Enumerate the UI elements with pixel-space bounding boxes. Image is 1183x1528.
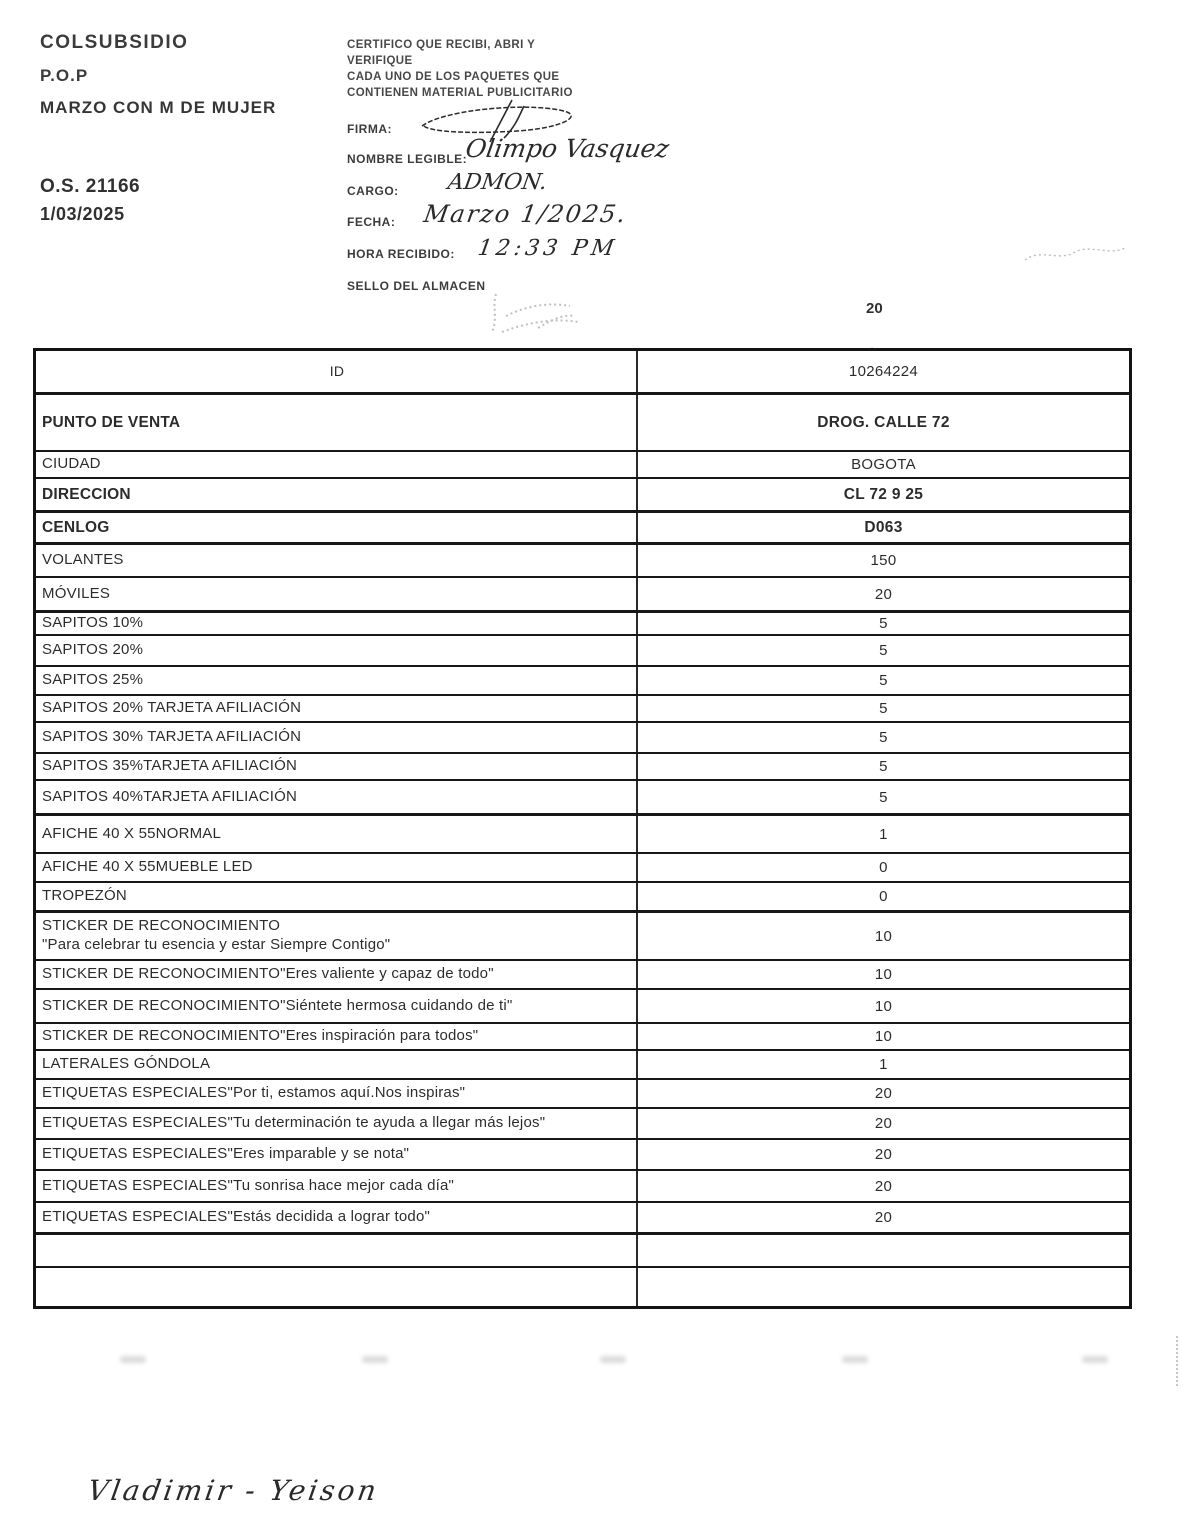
item-quantity-cell: 5 xyxy=(636,781,1129,813)
item-label-cell xyxy=(36,1171,636,1201)
firma-label: FIRMA: xyxy=(347,122,392,136)
footer-smudge xyxy=(362,1356,388,1363)
item-label: SAPITOS 25% xyxy=(42,671,144,689)
table-row xyxy=(36,694,1129,721)
item-label-cell xyxy=(36,667,636,694)
item-quantity-cell: 5 xyxy=(636,667,1129,694)
item-label-cell xyxy=(36,781,636,813)
item-quantity-cell: 0 xyxy=(636,883,1129,910)
item-quantity-cell: 5 xyxy=(636,636,1129,665)
item-label-cell xyxy=(36,351,636,392)
item-label-cell xyxy=(36,961,636,988)
footer-smudge xyxy=(1082,1356,1108,1363)
item-label: ETIQUETAS ESPECIALES"Por ti, estamos aquí.Nos inspiras" xyxy=(42,1084,466,1102)
item-label-cell xyxy=(36,578,636,610)
item-label-cell xyxy=(36,452,636,477)
campaign-type: P.O.P xyxy=(40,66,89,85)
item-label-cell xyxy=(36,545,636,576)
item-label-cell xyxy=(36,395,636,450)
item-label: STICKER DE RECONOCIMIENTO"Eres inspiración para todos" xyxy=(42,1027,479,1045)
item-label-cell xyxy=(36,1080,636,1107)
cargo-label: CARGO: xyxy=(347,184,399,198)
order-date: 1/03/2025 xyxy=(40,204,125,224)
item-quantity-cell: D063 xyxy=(636,513,1129,542)
item-quantity-cell: 5 xyxy=(636,613,1129,634)
item-label: ETIQUETAS ESPECIALES"Tu sonrisa hace mejor cada día" xyxy=(42,1176,455,1194)
item-label-cell xyxy=(36,479,636,510)
item-quantity-cell: 20 xyxy=(636,1171,1129,1201)
item-quantity-cell: 20 xyxy=(636,1080,1129,1107)
table-row xyxy=(36,477,1129,510)
sello-almacen-label: SELLO DEL ALMACEN xyxy=(347,279,486,293)
item-label-cell xyxy=(36,1203,636,1232)
item-quantity-cell: 1 xyxy=(636,816,1129,852)
item-label: STICKER DE RECONOCIMIENTO"Eres valiente y capaz de todo" xyxy=(42,965,494,983)
table-row xyxy=(36,450,1129,477)
table-row xyxy=(36,1049,1129,1078)
table-row xyxy=(36,1201,1129,1232)
delivery-items-table xyxy=(33,348,1132,1309)
item-quantity-cell: BOGOTA xyxy=(636,452,1129,477)
table-row xyxy=(36,721,1129,752)
item-label-cell xyxy=(36,1235,636,1266)
item-label: ETIQUETAS ESPECIALES"Eres imparable y se nota" xyxy=(42,1145,410,1163)
table-row xyxy=(36,779,1129,813)
item-label: LATERALES GÓNDOLA xyxy=(42,1055,211,1073)
item-label-cell xyxy=(36,636,636,665)
company-name: COLSUBSIDIO xyxy=(40,32,189,53)
item-label: SAPITOS 35%TARJETA AFILIACIÓN xyxy=(42,757,298,775)
certification-line: CADA UNO DE LOS PAQUETES QUE xyxy=(347,71,560,84)
table-row xyxy=(36,813,1129,852)
certification-statement xyxy=(347,37,827,101)
package-count: 20 xyxy=(866,300,883,317)
item-label-cell xyxy=(36,883,636,910)
item-label: AFICHE 40 X 55MUEBLE LED xyxy=(42,858,253,876)
item-label-cell xyxy=(36,754,636,779)
hora-recibido-handwritten: 12:33 PM xyxy=(476,236,620,261)
item-label-cell xyxy=(36,723,636,752)
item-quantity-cell: 150 xyxy=(636,545,1129,576)
item-label-cell xyxy=(36,1140,636,1169)
item-label-cell xyxy=(36,696,636,721)
item-label-cell xyxy=(36,1268,636,1306)
item-label: ID xyxy=(329,362,345,379)
campaign-name: MARZO CON M DE MUJER xyxy=(40,98,277,117)
item-label: ETIQUETAS ESPECIALES"Estás decidida a lograr todo" xyxy=(42,1208,431,1226)
item-label-cell xyxy=(36,1109,636,1138)
table-row xyxy=(36,510,1129,542)
item-quantity-cell: 10 xyxy=(636,1024,1129,1049)
certification-line: CONTIENEN MATERIAL PUBLICITARIO xyxy=(347,87,573,100)
footer-smudge xyxy=(120,1356,146,1363)
table-row xyxy=(36,910,1129,959)
item-label-line2: "Para celebrar tu esencia y estar Siempre Contigo" xyxy=(42,936,391,953)
item-label: STICKER DE RECONOCIMIENTO xyxy=(42,917,281,935)
item-label-cell xyxy=(36,513,636,542)
order-number: O.S. 21166 xyxy=(40,176,141,197)
item-quantity-cell: 20 xyxy=(636,578,1129,610)
fecha-handwritten: Marzo 1/2025. xyxy=(421,200,630,228)
table-row xyxy=(36,1266,1129,1306)
item-quantity-cell: DROG. CALLE 72 xyxy=(636,395,1129,450)
nombre-legible-handwritten: Olimpo Vasquez xyxy=(463,134,672,163)
item-quantity-cell: CL 72 9 25 xyxy=(636,479,1129,510)
table-row xyxy=(36,576,1129,610)
item-label-cell xyxy=(36,854,636,881)
fecha-label: FECHA: xyxy=(347,215,396,229)
item-quantity-cell: 1 xyxy=(636,1051,1129,1078)
item-quantity-cell: 10264224 xyxy=(636,351,1129,392)
letterhead xyxy=(40,32,276,118)
scan-edge-artifact xyxy=(1176,1336,1178,1386)
item-label-cell xyxy=(36,1051,636,1078)
item-label: SAPITOS 10% xyxy=(42,614,144,632)
table-row xyxy=(36,610,1129,634)
pencil-scribble-artifact xyxy=(1020,238,1130,268)
item-label: SAPITOS 40%TARJETA AFILIACIÓN xyxy=(42,787,298,805)
table-row xyxy=(36,1107,1129,1138)
item-quantity-cell: 5 xyxy=(636,696,1129,721)
item-quantity-cell: 20 xyxy=(636,1140,1129,1169)
item-label: DIRECCION xyxy=(42,485,131,503)
table-row xyxy=(36,1138,1129,1169)
item-label-cell xyxy=(36,913,636,959)
cargo-handwritten: ADMON. xyxy=(446,170,549,195)
item-label: AFICHE 40 X 55NORMAL xyxy=(42,824,222,842)
item-quantity-cell: 10 xyxy=(636,990,1129,1022)
item-label: PUNTO DE VENTA xyxy=(42,413,181,431)
item-quantity-cell: 10 xyxy=(636,961,1129,988)
nombre-legible-label: NOMBRE LEGIBLE: xyxy=(347,152,468,166)
item-label-cell xyxy=(36,816,636,852)
hora-recibido-label: HORA RECIBIDO: xyxy=(347,247,455,261)
table-row xyxy=(36,1078,1129,1107)
item-label-cell xyxy=(36,1024,636,1049)
item-quantity-cell: 20 xyxy=(636,1109,1129,1138)
item-quantity-cell: 20 xyxy=(636,1203,1129,1232)
item-label: STICKER DE RECONOCIMIENTO"Siéntete hermosa cuidando de ti" xyxy=(42,996,513,1014)
item-label: TROPEZÓN xyxy=(42,887,127,905)
table-row xyxy=(36,634,1129,665)
table-row xyxy=(36,1022,1129,1049)
table-row xyxy=(36,1169,1129,1201)
table-row xyxy=(36,988,1129,1022)
certification-line: CERTIFICO QUE RECIBI, ABRI Y xyxy=(347,39,536,51)
table-row xyxy=(36,1232,1129,1266)
item-label-cell xyxy=(36,613,636,634)
table-row xyxy=(36,392,1129,450)
item-label: SAPITOS 20% xyxy=(42,641,144,659)
item-label: ETIQUETAS ESPECIALES"Tu determinación te ayuda a llegar más lejos" xyxy=(42,1114,546,1132)
item-label: CIUDAD xyxy=(42,455,101,473)
certification-line: VERIFIQUE xyxy=(347,55,413,68)
table-row xyxy=(36,351,1129,392)
item-label: MÓVILES xyxy=(42,584,111,602)
item-label-cell xyxy=(36,990,636,1022)
item-label: SAPITOS 20% TARJETA AFILIACIÓN xyxy=(42,699,302,717)
item-quantity-cell: 10 xyxy=(636,913,1129,959)
table-row xyxy=(36,665,1129,694)
footer-smudge xyxy=(842,1356,868,1363)
table-row xyxy=(36,852,1129,881)
table-row xyxy=(36,752,1129,779)
item-quantity-cell xyxy=(636,1235,1129,1266)
footer-handwritten-names: Vladimir - Yeison xyxy=(85,1474,382,1507)
item-label: SAPITOS 30% TARJETA AFILIACIÓN xyxy=(42,728,302,746)
item-quantity-cell: 5 xyxy=(636,754,1129,779)
table-row xyxy=(36,881,1129,910)
item-quantity-cell xyxy=(636,1268,1129,1306)
item-quantity-cell: 0 xyxy=(636,854,1129,881)
table-row xyxy=(36,542,1129,576)
item-label: VOLANTES xyxy=(42,551,124,569)
warehouse-stamp-smudge xyxy=(478,288,608,350)
footer-smudge xyxy=(600,1356,626,1363)
table-row xyxy=(36,959,1129,988)
item-quantity-cell: 5 xyxy=(636,723,1129,752)
item-label: CENLOG xyxy=(42,518,110,536)
